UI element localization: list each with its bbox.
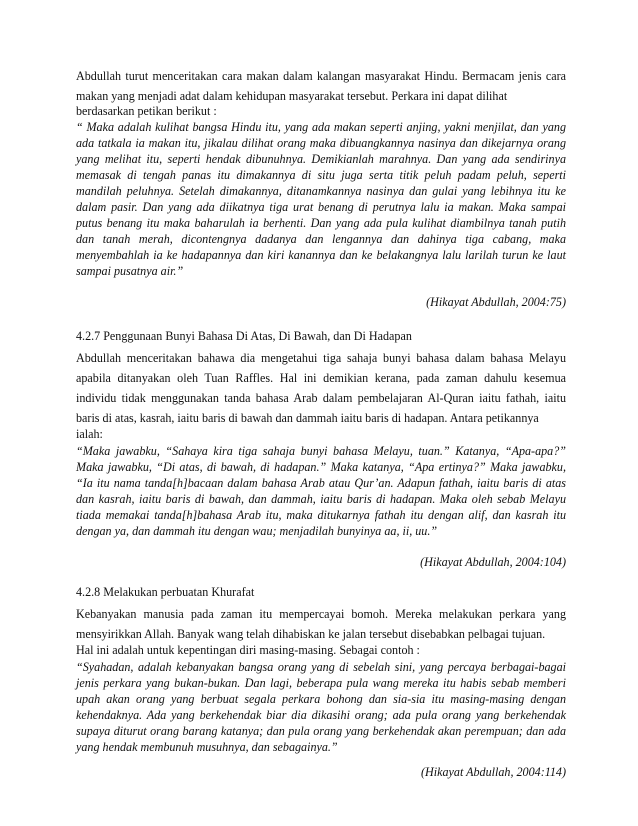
paragraph-bunyi-bahasa-end: ialah: xyxy=(76,427,103,441)
citation-hikayat-114: (Hikayat Abdullah, 2004:114) xyxy=(421,765,566,779)
section-heading-4-2-8: 4.2.8 Melakukan perbuatan Khurafat xyxy=(76,585,255,599)
intro-paragraph-cara-makan: Abdullah turut menceritakan cara makan dalam kalangan masyarakat Hindu. Bermacam jenis cara makan yang menjadi adat dalam kehidupan masyarakat tersebut. Perkara ini dapat dilihat xyxy=(76,69,566,103)
paragraph-bunyi-bahasa: Abdullah menceritakan bahawa dia mengetahui tiga sahaja bunyi bahasa dalam bahasa Melayu apabila ditanyakan oleh Tuan Raffles. Hal ini demikian kerana, pada zaman dahulu kesemua individu tidak menggunakan tanda bahasa Arab dalam pembelajaran Al-Quran iaitu fathah, iaitu baris di atas, kasrah, iaitu baris di bawah dan dammah iaitu baris di hadapan. Antara petikannya xyxy=(76,351,566,425)
paragraph-khurafat-end: Hal ini adalah untuk kepentingan diri masing-masing. Sebagai contoh : xyxy=(76,643,420,657)
quote-cara-makan-hindu: “ Maka adalah kulihat bangsa Hindu itu, yang ada makan seperti anjing, yakni menjilat, dan yang ada tatkala ia makan itu, jikalau dilihat orang maka dibuangkannya nasinya dan dikejarnya orang yang melihat itu, seperti hendak dibunuhnya. Demikianlah marahnya. Dan yang ada sendirinya memasak di tengah panas itu dimakannya di situ juga serta titik peluh padam peluh, seperti mandilah peluhnya. Setelah dimakannya, ditanamkannya nasinya dan gulai yang lebihnya itu ke dalam pasir. Dan yang ada diikatnya tiga urat benang di perutnya lalu ia makan. Maka sampai putus benang itu maka baharulah ia berhenti. Dan yang ada pula kulihat diambilnya tanah putih dan tanah merah, dicontengnya dadanya dan lengannya dan dahinya tiga cabang, maka menyembahlah ia ke hadapannya dan kiri kanannya dan ke belakangnya lalu larilah turun ke laut sampai pusatnya air.” xyxy=(76,120,566,278)
quote-khurafat: “Syahadan, adalah kebanyakan bangsa orang yang di sebelah sini, yang percaya berbagai-bagai jenis perkara yang bukan-bukan. Dan lagi, beberapa pula wang mereka itu habis sebab memberi upah akan orang yang berbuat segala perkara bohong dan sia-sia itu masing-masing dengan kehendaknya. Ada yang berkehendak biar dia dikasihi orang; ada pula orang yang berkehendak supaya diturut orang barang katanya; dan pula orang yang berkehendak akan perempuan; dan ada yang hendak membunuh musuhnya, dan sebagainya.” xyxy=(76,660,566,754)
citation-hikayat-75: (Hikayat Abdullah, 2004:75) xyxy=(426,295,566,309)
intro-paragraph-cara-makan-end: berdasarkan petikan berikut : xyxy=(76,104,217,118)
paragraph-khurafat: Kebanyakan manusia pada zaman itu mempercayai bomoh. Mereka melakukan perkara yang mensyirikkan Allah. Banyak wang telah dihabiskan ke jalan tersebut disebabkan pelbagai tujuan. xyxy=(76,607,566,641)
section-heading-4-2-7: 4.2.7 Penggunaan Bunyi Bahasa Di Atas, Di Bawah, dan Di Hadapan xyxy=(76,329,412,343)
quote-bunyi-bahasa: “Maka jawabku, “Sahaya kira tiga sahaja bunyi bahasa Melayu, tuan.” Katanya, “Apa-apa?” Maka jawabku, “Di atas, di bawah, di hadapan.” Maka katanya, “Apa ertinya?” Maka jawabku, “Ia itu nama tanda[h]bacaan dalam bahasa Arab atau Qur’an. Adapun fathah, iaitu baris di atas dan kasrah, iaitu baris di bawah, dan dammah, iaitu baris di hadapan. Maka oleh sebab Melayu tiada memakai tanda[h]bahasa Arab itu, maka ditukarnya fathah itu dengan alif, dan kasrah itu dengan ya, dan dammah itu dengan wau; menjadilah bunyinya aa, ii, uu.” xyxy=(76,444,566,538)
citation-hikayat-104: (Hikayat Abdullah, 2004:104) xyxy=(420,555,566,569)
